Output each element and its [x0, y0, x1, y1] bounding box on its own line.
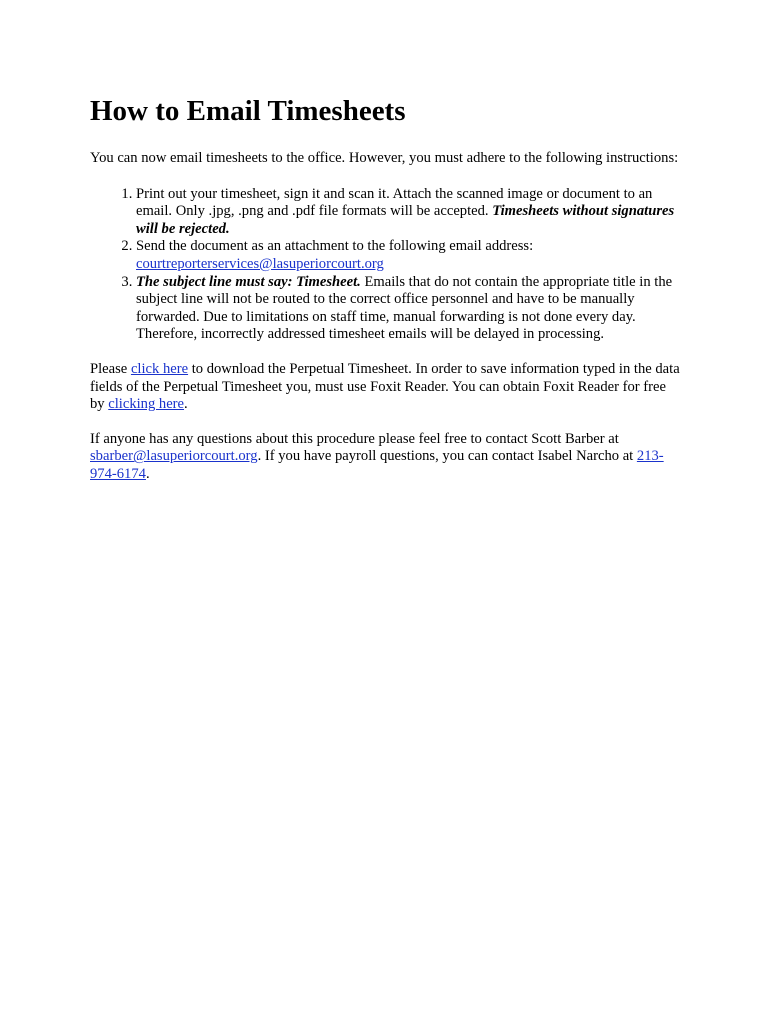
step-3-emphasis: The subject line must say: Timesheet. — [136, 273, 361, 290]
list-item-step-2 — [136, 238, 680, 273]
step-1-text: Print out your timesheet, sign it and scan it. Attach the scanned image or document to an email. Only .jpg, .png and .pdf file formats will be accepted. — [136, 185, 653, 220]
list-item-step-3 — [136, 274, 680, 344]
download-text-before: Please — [90, 360, 131, 377]
contact-paragraph — [90, 431, 680, 484]
step-2-text: Send the document as an attachment to the following email address: — [136, 238, 534, 255]
instructions-list — [90, 186, 680, 344]
list-item-step-1 — [136, 186, 680, 239]
download-paragraph — [90, 361, 680, 414]
download-text-middle: to download the Perpetual Timesheet. In order to save information typed in the data fields of the Perpetual Timesheet you, must use Foxit Reader. You can obtain Foxit Reader for free by — [90, 360, 680, 413]
step-3-text: Emails that do not contain the appropriate title in the subject line will not be routed to the correct office personnel and have to be manually forwarded. Due to limitations on staff time, manual forwarding is not done every day. Therefore, incorrectly addressed timesheet emails will be delayed in processing. — [136, 273, 673, 343]
download-text-after: . — [184, 396, 188, 413]
sbarber-email-link[interactable]: sbarber@lasuperiorcourt.org — [90, 448, 258, 465]
document-page — [90, 92, 680, 484]
clicking-here-link[interactable]: clicking here — [108, 396, 185, 413]
court-reporter-email-link[interactable]: courtreporterservices@lasuperiorcourt.org — [136, 255, 384, 272]
step-1-emphasis: Timesheets without signatures will be rejected. — [136, 203, 675, 237]
contact-text-middle: . If you have payroll questions, you can contact Isabel Narcho at — [257, 448, 637, 465]
click-here-link[interactable]: click here — [130, 360, 189, 377]
phone-link[interactable]: 213-974-6174 — [90, 448, 664, 482]
contact-text-after: . — [145, 465, 150, 482]
page-title: How to Email Timesheets — [90, 95, 406, 127]
intro-paragraph: You can now email timesheets to the office. However, you must adhere to the following instructions: — [90, 150, 679, 166]
contact-text-before: If anyone has any questions about this procedure please feel free to contact Scott Barber at — [90, 430, 619, 447]
